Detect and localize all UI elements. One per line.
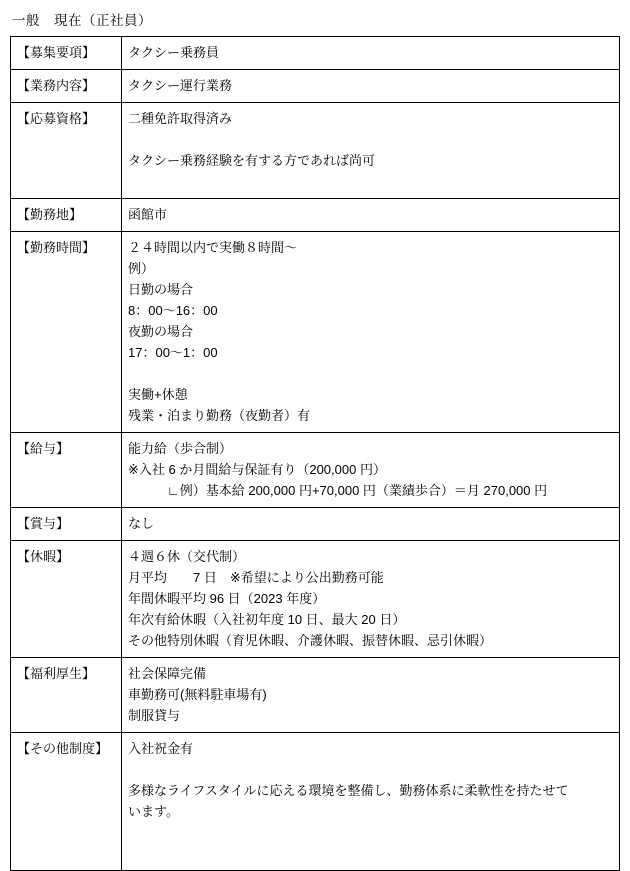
value-line: 月平均 7 日 ※希望により公出勤務可能	[128, 570, 384, 585]
row-label: 【応募資格】	[11, 103, 122, 199]
row-value	[122, 658, 620, 733]
value-line: その他特別休暇（育児休暇、介護休暇、振替休暇、忌引休暇）	[128, 633, 493, 648]
row-value	[122, 508, 620, 541]
value-line: なし	[128, 516, 155, 531]
value-line: 社会保障完備	[128, 666, 207, 681]
value-line: 年間休暇平均 96 日（2023 年度）	[128, 591, 326, 606]
row-label: 【その他制度】	[11, 733, 122, 871]
row-value	[122, 37, 620, 70]
value-line-blank	[128, 822, 613, 843]
table-row	[11, 733, 620, 871]
row-value	[122, 199, 620, 232]
job-details-table	[10, 36, 620, 871]
value-line: 実働+休憩	[128, 387, 188, 402]
row-value	[122, 433, 620, 508]
value-line: 函館市	[128, 207, 168, 222]
row-value	[122, 541, 620, 658]
table-row	[11, 199, 620, 232]
value-line: ∟例）基本給 200,000 円+70,000 円（業績歩合）＝月 270,000 円	[128, 483, 548, 498]
value-line: 車勤務可(無料駐車場有)	[128, 687, 267, 702]
value-line: 残業・泊まり勤務（夜勤者）有	[128, 408, 311, 423]
row-value	[122, 103, 620, 199]
value-line-blank	[128, 129, 613, 150]
row-value	[122, 70, 620, 103]
value-line: ４週６休（交代制）	[128, 549, 246, 564]
table-row	[11, 70, 620, 103]
value-line-blank	[128, 363, 613, 384]
row-label: 【業務内容】	[11, 70, 122, 103]
table-body	[11, 37, 620, 871]
table-row	[11, 658, 620, 733]
row-label: 【勤務時間】	[11, 232, 122, 433]
row-label: 【休暇】	[11, 541, 122, 658]
value-line: 能力給（歩合制）	[128, 441, 233, 456]
value-line-blank	[128, 843, 613, 864]
row-label: 【募集要項】	[11, 37, 122, 70]
value-line: 例）	[128, 261, 155, 276]
row-value	[122, 733, 620, 871]
row-label: 【給与】	[11, 433, 122, 508]
row-value	[122, 232, 620, 433]
value-line: 多様なライフスタイルに応える環境を整備し、勤務体系に柔軟性を持たせて	[128, 783, 569, 798]
row-label: 【勤務地】	[11, 199, 122, 232]
page-title: 一般 現在（正社員）	[12, 13, 152, 28]
row-label: 【賞与】	[11, 508, 122, 541]
value-line: 8：00〜16：00	[128, 303, 218, 318]
value-line: ２４時間以内で実働８時間〜	[128, 240, 298, 255]
table-row	[11, 541, 620, 658]
value-line: 夜勤の場合	[128, 324, 194, 339]
value-line-blank	[128, 759, 613, 780]
value-line: タクシー乗務員	[128, 45, 220, 60]
value-line: 17：00〜1：00	[128, 345, 218, 360]
value-line: 制服貸与	[128, 708, 181, 723]
table-row	[11, 37, 620, 70]
value-line: 二種免許取得済み	[128, 111, 233, 126]
table-row	[11, 508, 620, 541]
value-line: 日勤の場合	[128, 282, 194, 297]
table-row	[11, 232, 620, 433]
table-row	[11, 433, 620, 508]
value-line: います。	[128, 804, 179, 819]
value-line: タクシー乗務経験を有する方であれば尚可	[128, 153, 376, 168]
value-line: 入社祝金有	[128, 741, 194, 756]
table-row	[11, 103, 620, 199]
value-line-blank	[128, 171, 613, 192]
value-line: ※入社 6 か月間給与保証有り（200,000 円）	[128, 462, 386, 477]
value-line: 年次有給休暇（入社初年度 10 日、最大 20 日）	[128, 612, 406, 627]
value-line: タクシー運行業務	[128, 78, 233, 93]
row-label: 【福利厚生】	[11, 658, 122, 733]
